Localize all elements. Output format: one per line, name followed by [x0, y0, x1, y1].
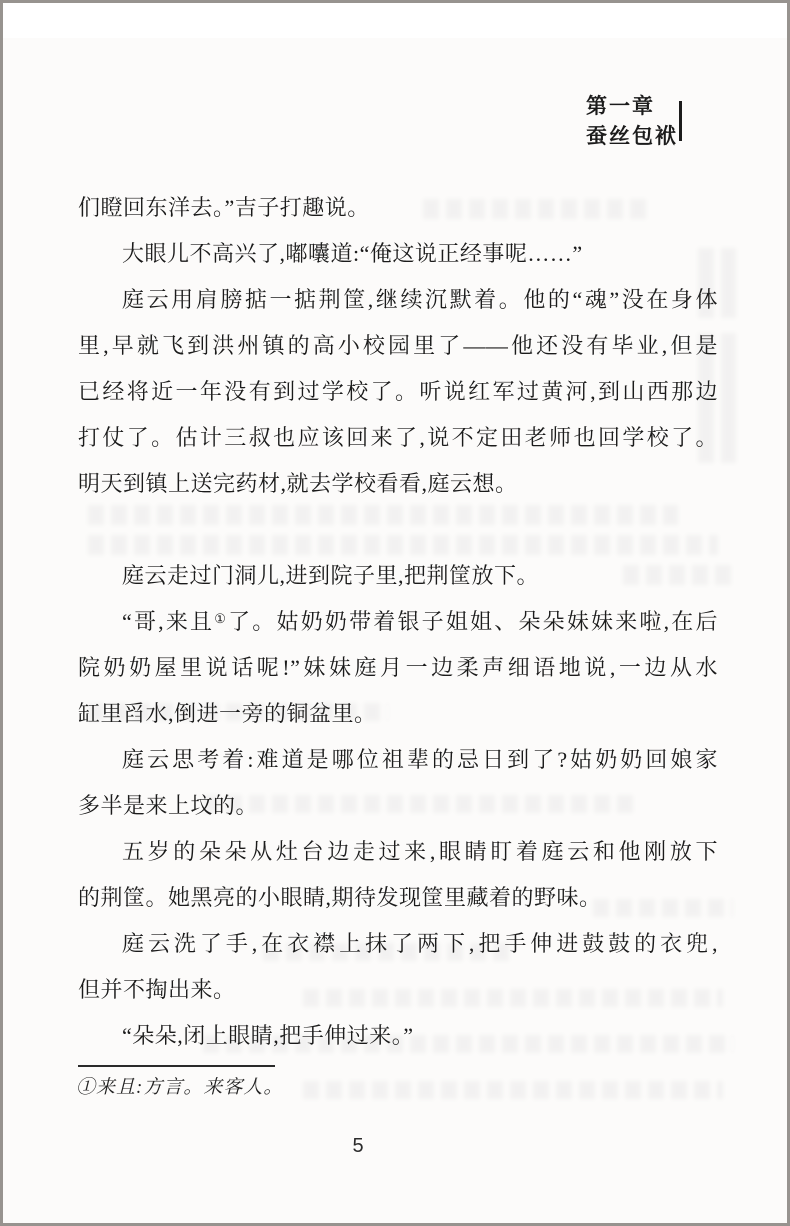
chapter-number: 第一章	[586, 95, 655, 118]
text-line: 庭云洗了手,在衣襟上抹了两下,把手伸进鼓鼓的衣兜,	[122, 931, 718, 956]
page-number: 5	[352, 1135, 364, 1157]
text-line: 院奶奶屋里说话呢!”妹妹庭月一边柔声细语地说,一边从水	[78, 655, 718, 680]
chapter-title: 蚕丝包袱	[586, 125, 678, 148]
footnote-divider	[78, 1065, 275, 1067]
text-line: “哥,来且①了。姑奶奶带着银子姐姐、朵朵妹妹来啦,在后	[122, 609, 718, 634]
body-text	[78, 185, 718, 1059]
text-line: 们瞪回东洋去。”吉子打趣说。	[78, 195, 370, 220]
text-line: 里,早就飞到洪州镇的高小校园里了——他还没有毕业,但是	[78, 333, 718, 358]
text-line: 五岁的朵朵从灶台边走过来,眼睛盯着庭云和他刚放下	[122, 839, 718, 864]
text-line: 已经将近一年没有到过学校了。听说红军过黄河,到山西那边	[78, 379, 718, 404]
chapter-header-bar	[679, 101, 682, 141]
text-line: 明天到镇上送完药材,就去学校看看,庭云想。	[78, 471, 518, 496]
text-line: 庭云思考着:难道是哪位祖辈的忌日到了?姑奶奶回娘家	[122, 747, 718, 772]
chapter-header	[586, 92, 678, 152]
text-line: 但并不掏出来。	[78, 977, 236, 1002]
footnote-marker: ①	[214, 611, 229, 626]
text-line: 打仗了。估计三叔也应该回来了,说不定田老师也回学校了。	[78, 425, 718, 450]
text-line: 庭云走过门洞儿,进到院子里,把荆筐放下。	[122, 563, 540, 588]
text-line: 大眼儿不高兴了,嘟囔道:“俺这说正经事呢……”	[122, 241, 583, 266]
text-line: 的荆筐。她黑亮的小眼睛,期待发现筐里藏着的野味。	[78, 885, 602, 910]
text-line: “朵朵,闭上眼睛,把手伸过来。”	[122, 1023, 414, 1048]
footnote-text: ①来且:方言。来客人。	[76, 1077, 284, 1098]
text-line: 多半是来上坟的。	[78, 793, 259, 818]
text-line: 缸里舀水,倒进一旁的铜盆里。	[78, 701, 377, 726]
text-line: 庭云用肩膀掂一掂荆筐,继续沉默着。他的“魂”没在身体	[122, 287, 718, 312]
